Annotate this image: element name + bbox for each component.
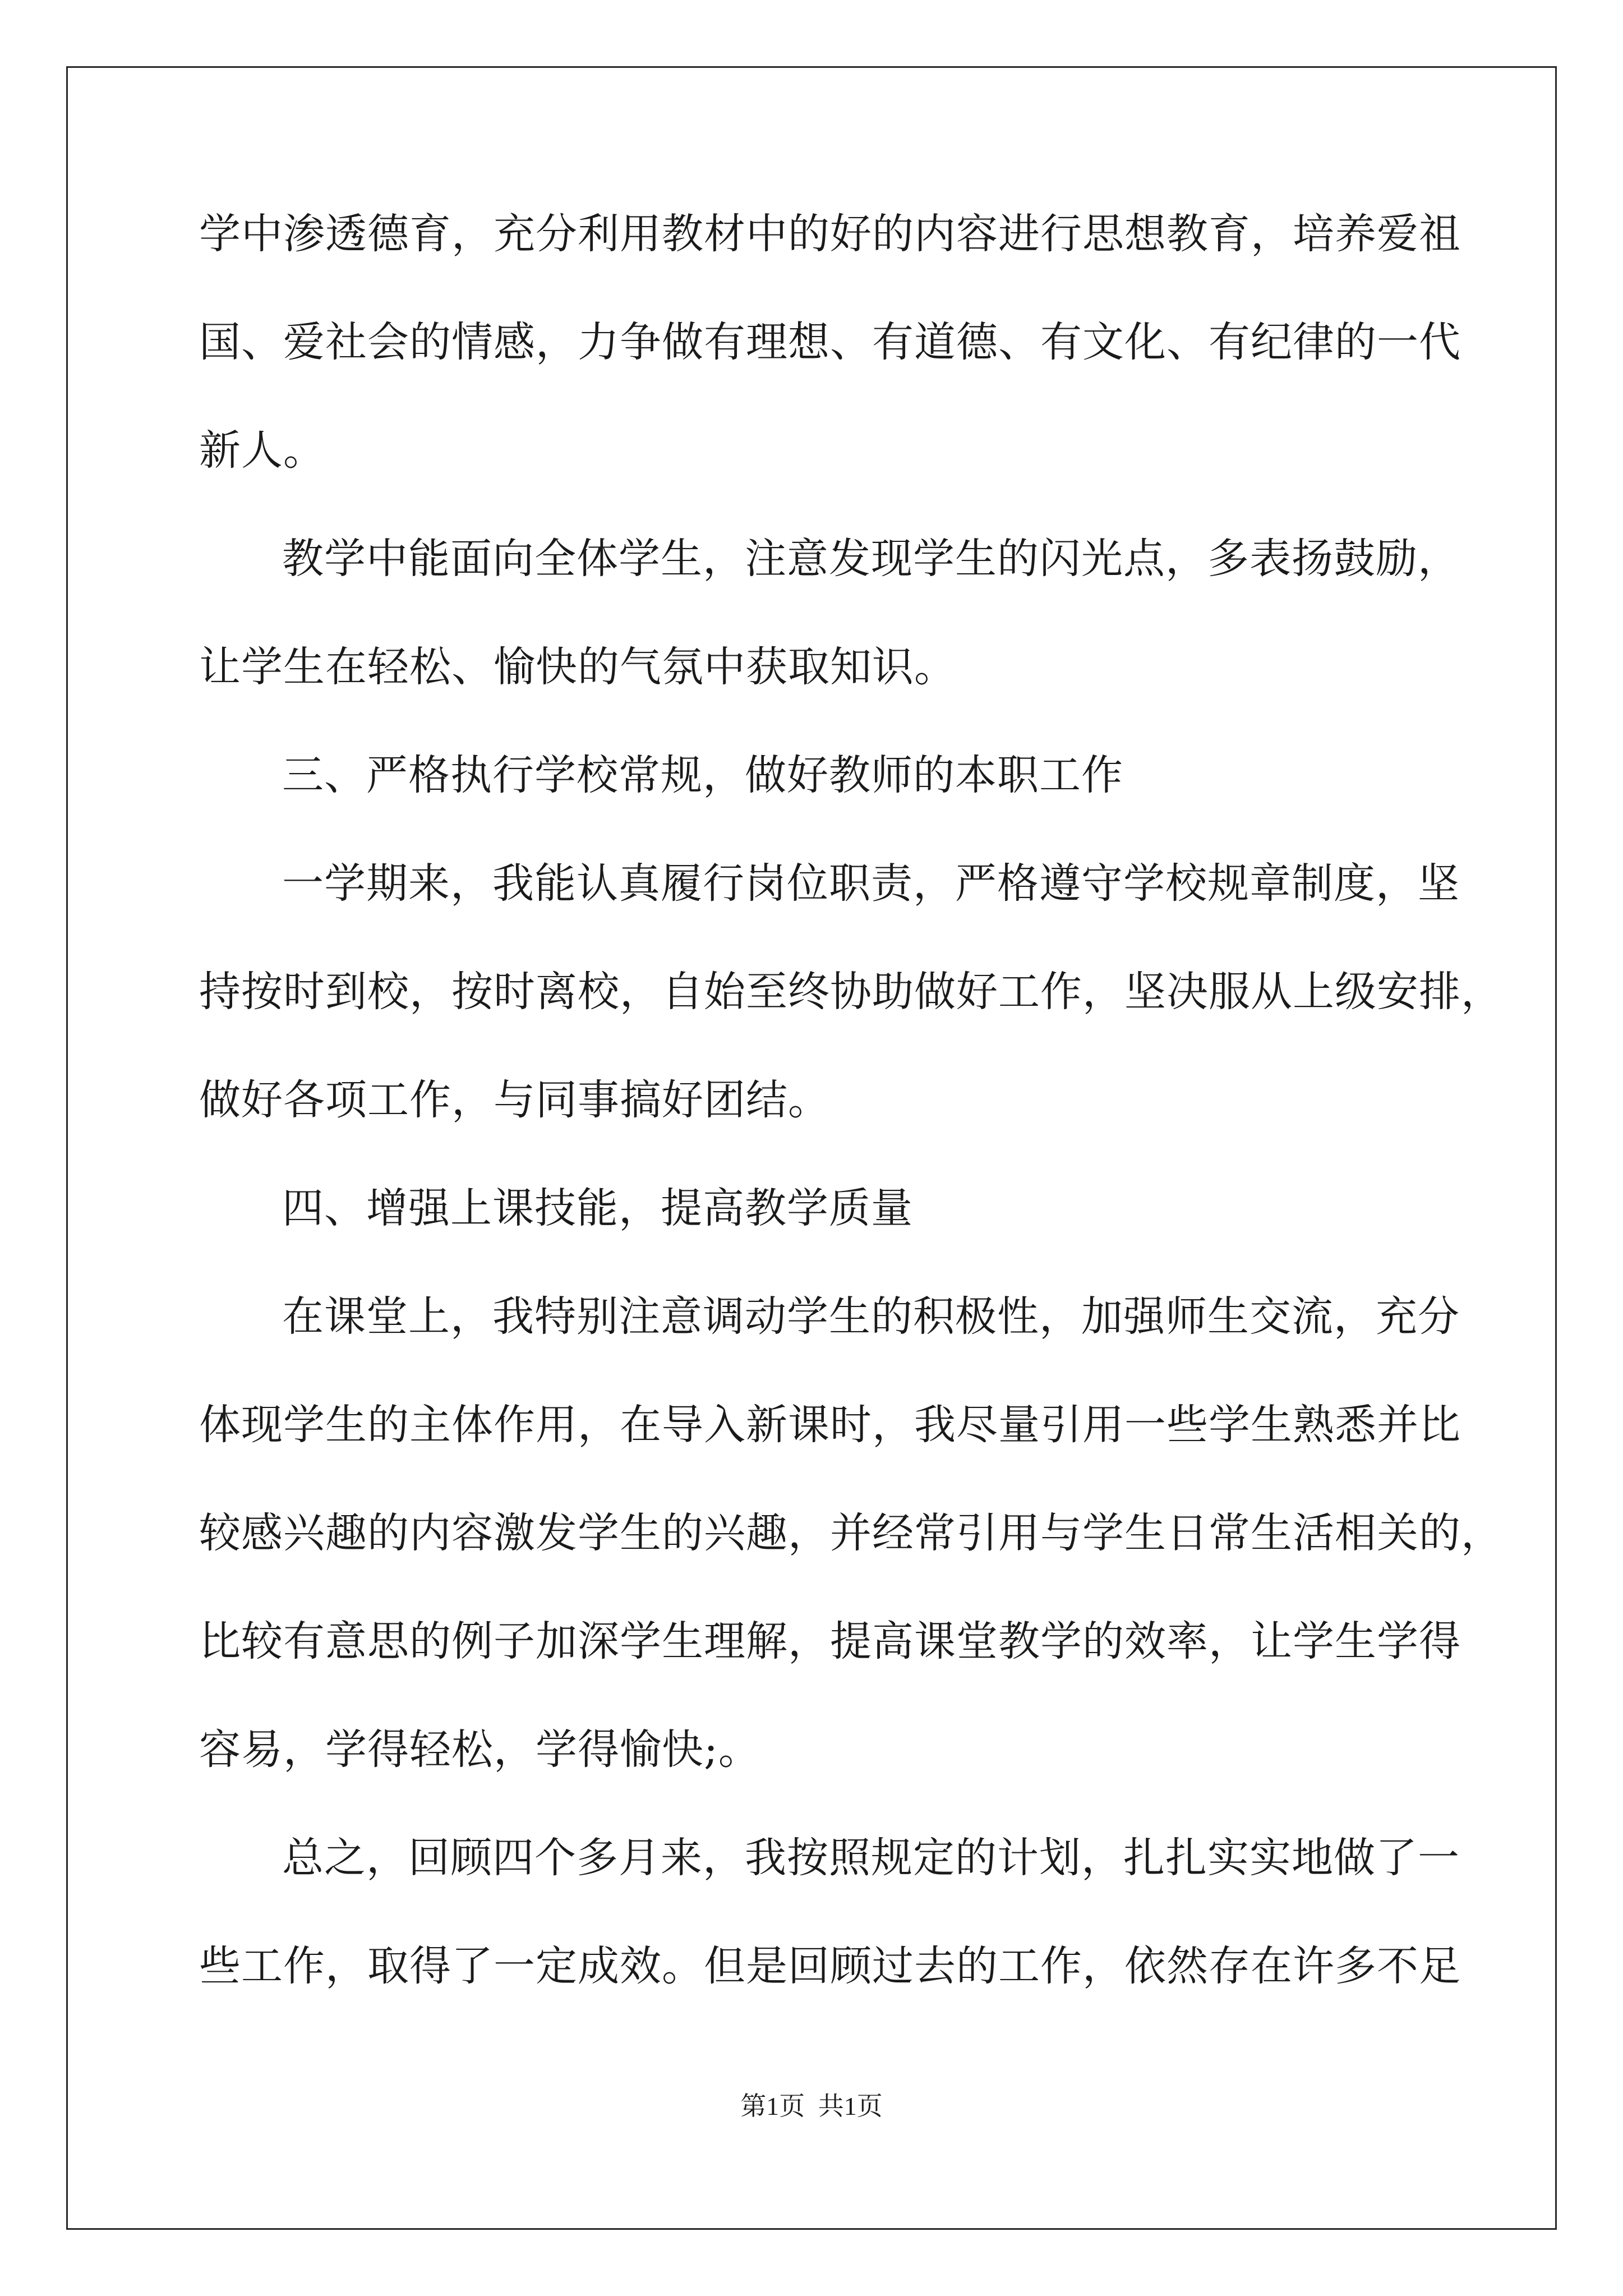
text-line: 容易，学得轻松，学得愉快;。 xyxy=(199,1726,760,1774)
section-heading: 四、增强上课技能，提高教学质量 xyxy=(282,1184,913,1232)
text-line: 在课堂上，我特别注意调动学生的积极性，加强师生交流，充分 xyxy=(282,1292,1460,1341)
text-line: 让学生在轻松、愉快的气氛中获取知识。 xyxy=(199,643,956,691)
text-line: 做好各项工作，与同事搞好团结。 xyxy=(199,1076,830,1124)
text-line: 较感兴趣的内容激发学生的兴趣，并经常引用与学生日常生活相关的， xyxy=(199,1509,1503,1557)
text-line: 体现学生的主体作用，在导入新课时，我尽量引用一些学生熟悉并比 xyxy=(199,1401,1461,1449)
document-body xyxy=(199,210,1503,2054)
text-line: 教学中能面向全体学生，注意发现学生的闪光点，多表扬鼓励， xyxy=(282,535,1460,583)
text-line: 比较有意思的例子加深学生理解，提高课堂教学的效率，让学生学得 xyxy=(199,1617,1461,1665)
text-line: 国、爱社会的情感，力争做有理想、有道德、有文化、有纪律的一代 xyxy=(199,318,1461,366)
section-heading: 三、严格执行学校常规，做好教师的本职工作 xyxy=(282,751,1123,799)
page-total: 共1页 xyxy=(818,2092,883,2120)
text-line: 学中渗透德育，充分利用教材中的好的内容进行思想教育，培养爱祖 xyxy=(199,210,1461,258)
text-line: 持按时到校，按时离校，自始至终协助做好工作，坚决服从上级安排， xyxy=(199,968,1503,1016)
page-footer xyxy=(0,2086,1623,2123)
text-line: 新人。 xyxy=(199,426,325,475)
text-line: 些工作，取得了一定成效。但是回顾过去的工作，依然存在许多不足 xyxy=(199,1942,1461,1990)
page-number: 第1页 xyxy=(740,2092,805,2120)
text-line: 总之，回顾四个多月来，我按照规定的计划，扎扎实实地做了一 xyxy=(282,1834,1460,1882)
text-line: 一学期来，我能认真履行岗位职责，严格遵守学校规章制度，坚 xyxy=(282,859,1460,908)
